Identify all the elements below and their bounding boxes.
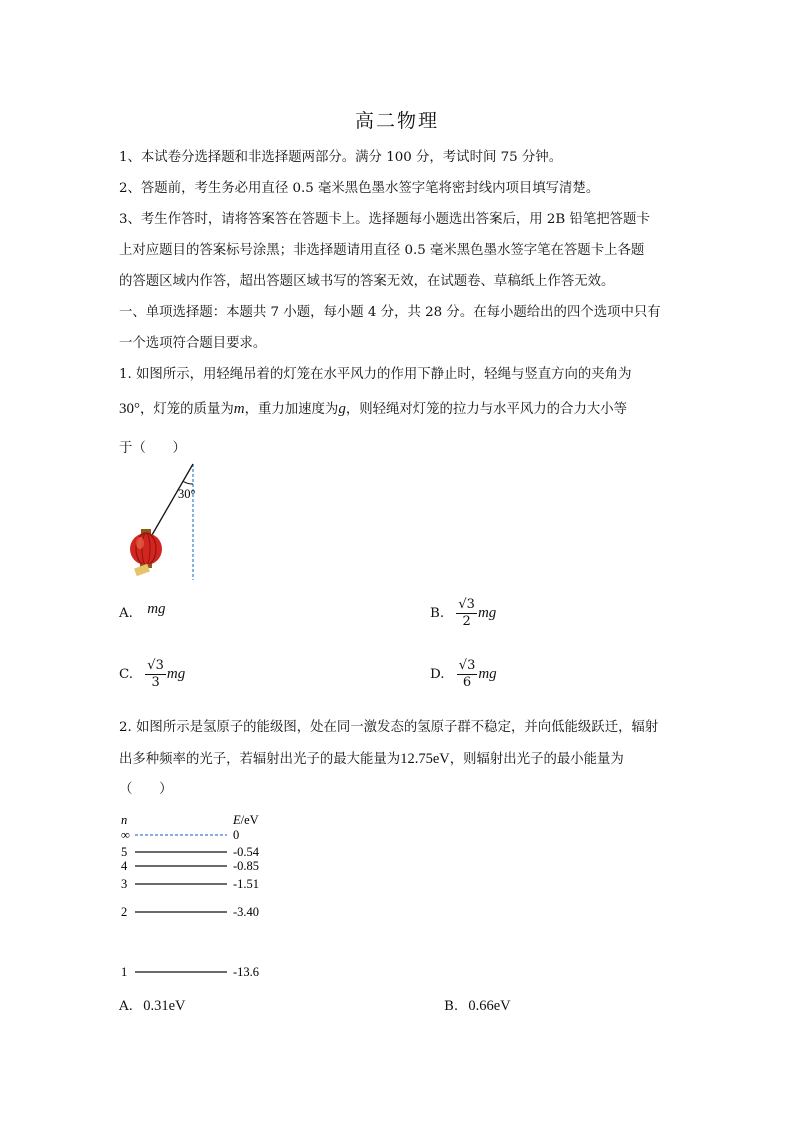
- q1-option-d-letter: D.: [430, 667, 445, 682]
- q1-option-a-letter: A.: [119, 606, 133, 621]
- q1-angle: 30°: [119, 401, 140, 417]
- q1-option-c-numerator: √3: [147, 658, 164, 673]
- instruction-1: 1、本试卷分选择题和非选择题两部分。满分 100 分，考试时间 75 分钟。: [119, 150, 563, 165]
- q1-option-c-letter: C.: [119, 667, 134, 682]
- q2-stem-line3: （ ）: [119, 782, 173, 797]
- q2-max-energy: 12.75eV: [400, 751, 450, 767]
- q1-option-c-suffix: mg: [166, 666, 186, 682]
- instruction-2: 2、答题前，考生务必用直径 0.5 毫米黑色墨水签字笔将密封线内项目填写清楚。: [119, 181, 600, 196]
- q1-stem-line2: [119, 398, 627, 418]
- level-energy-label: -3.40: [233, 905, 260, 919]
- energy-levels: [121, 828, 260, 979]
- q1-stem-line3: 于（ ）: [119, 441, 186, 456]
- q1-option-b-numerator: √3: [458, 597, 475, 612]
- n-axis-label: n: [121, 813, 128, 827]
- level-n-label: 3: [121, 877, 128, 891]
- q2-option-a-letter: A.: [119, 999, 133, 1014]
- angle-arc: [183, 481, 193, 484]
- q1-option-d-numerator: √3: [458, 658, 476, 673]
- level-n-label: 5: [121, 845, 128, 859]
- level-energy-label: -13.6: [233, 965, 260, 979]
- angle-label: 30°: [178, 487, 196, 501]
- q1-option-b-suffix: mg: [477, 605, 497, 621]
- level-energy-label: -0.54: [233, 845, 260, 859]
- page-title: 高二物理: [354, 110, 439, 132]
- q1-option-b-fraction: [456, 597, 477, 630]
- q1-option-a[interactable]: [119, 601, 166, 622]
- q1-option-d-denominator: 6: [462, 675, 472, 690]
- q1-text-a: ，灯笼的质量为: [140, 402, 234, 417]
- instruction-3-cont-1: 上对应题目的答案标号涂黑；非选择题请用直径 0.5 毫米黑色墨水签字笔在答题卡上各题: [119, 243, 645, 258]
- q1-text-b: ，重力加速度为: [244, 402, 339, 417]
- q1-option-b[interactable]: [430, 597, 496, 630]
- q1-option-d-suffix: mg: [478, 666, 497, 682]
- q2-text-b: ，则辐射出光子的最小能量为: [449, 752, 624, 767]
- q2-stem-line1: 2. 如图所示是氢原子的能级图，处在同一激发态的氢原子群不稳定，并向低能级跃迁，辐射: [119, 720, 659, 735]
- level-energy-label: 0: [233, 828, 240, 842]
- lantern-icon: [130, 529, 162, 576]
- level-n-label: 1: [121, 965, 128, 979]
- q1-option-c[interactable]: [119, 658, 185, 691]
- q1-option-d-fraction: [457, 658, 478, 691]
- q2-option-b[interactable]: [444, 998, 511, 1015]
- q2-option-b-text: 0.66eV: [468, 998, 511, 1014]
- level-n-label: 4: [121, 859, 128, 873]
- q1-var-g: g: [338, 401, 346, 417]
- q1-option-a-text: mg: [147, 601, 166, 617]
- section-heading-cont: 一个选项符合题目要求。: [119, 336, 267, 351]
- level-n-label: 2: [121, 905, 128, 919]
- instruction-3: 3、考生作答时，请将答案答在答题卡上。选择题每小题选出答案后，用 2B 铅笔把答题卡: [119, 212, 650, 227]
- q2-stem-line2: [119, 748, 624, 768]
- q1-option-c-fraction: [145, 658, 166, 691]
- q2-option-a[interactable]: [119, 998, 186, 1015]
- q1-stem-line1: 1. 如图所示，用轻绳吊着的灯笼在水平风力的作用下静止时，轻绳与竖直方向的夹角为: [119, 367, 632, 382]
- level-energy-label: -1.51: [233, 877, 260, 891]
- level-n-label: ∞: [121, 828, 130, 842]
- q1-option-b-denominator: 2: [462, 614, 471, 629]
- q2-text-a: 出多种频率的光子，若辐射出光子的最大能量为: [119, 752, 401, 767]
- lantern-figure: [120, 460, 210, 585]
- q2-option-a-text: 0.31eV: [143, 998, 186, 1014]
- q2-option-b-letter: B.: [444, 999, 459, 1014]
- instruction-3-cont-2: 的答题区域内作答，超出答题区域书写的答案无效，在试题卷、草稿纸上作答无效。: [119, 274, 615, 289]
- q1-option-b-letter: B.: [430, 606, 445, 621]
- q1-var-m: m: [233, 401, 245, 417]
- level-energy-label: -0.85: [233, 859, 260, 873]
- q1-option-d[interactable]: [430, 658, 497, 691]
- q1-option-c-denominator: 3: [151, 675, 160, 690]
- q1-text-c: ，则轻绳对灯笼的拉力与水平风力的合力大小等: [345, 402, 628, 417]
- section-heading: 一、单项选择题：本题共 7 小题，每小题 4 分，共 28 分。在每小题给出的四个选项中只有: [119, 305, 661, 320]
- energy-axis-label: E/eV: [233, 813, 259, 827]
- energy-level-diagram: [115, 810, 285, 985]
